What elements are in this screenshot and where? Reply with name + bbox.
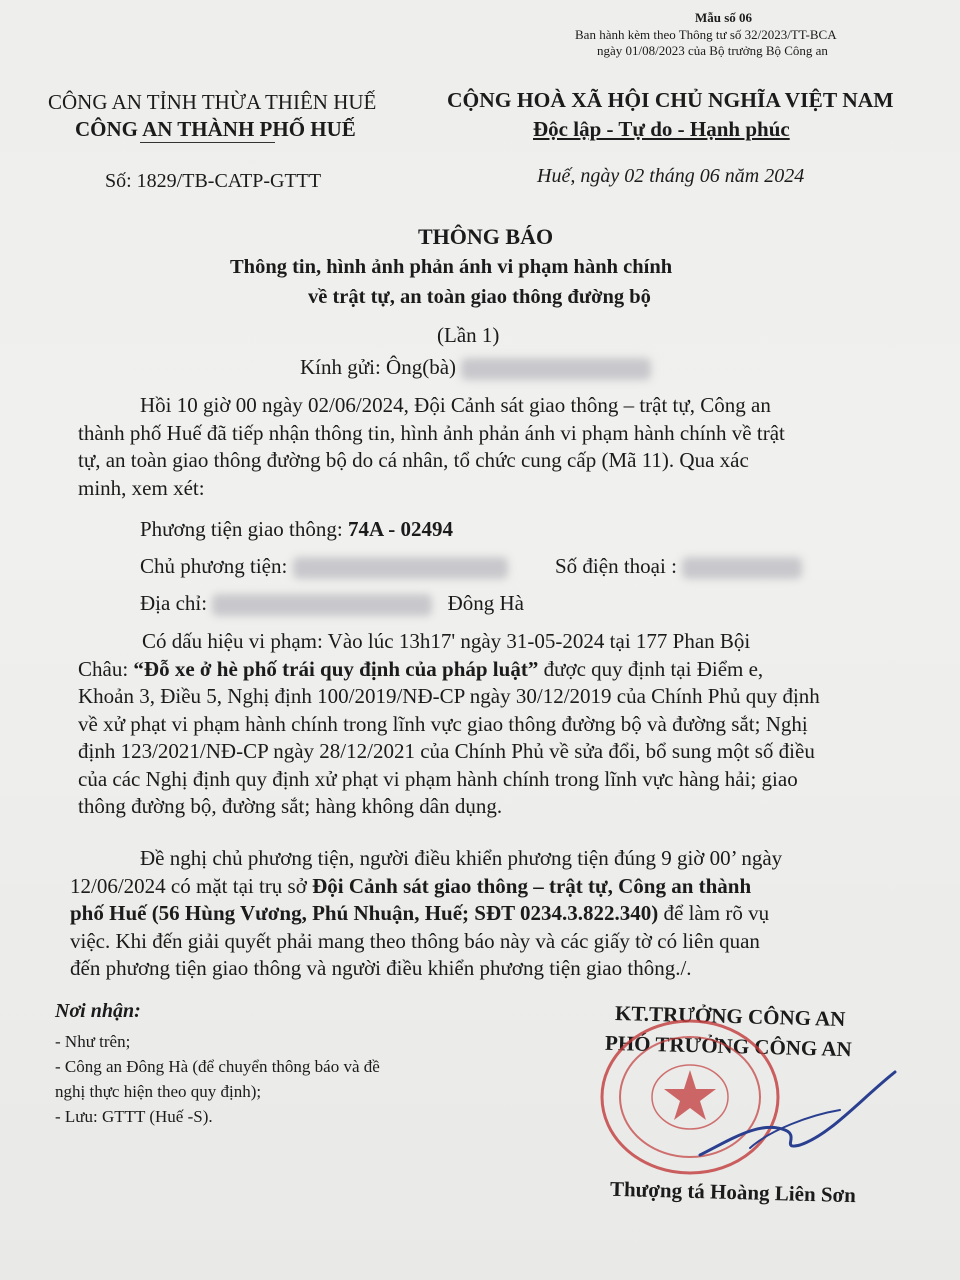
form-reference-line-1: Ban hành kèm theo Thông tư số 32/2023/TT-BCA [575,27,837,42]
recipient-2-cont: nghị thực hiện theo quy định); [55,1082,262,1101]
signer-authority-2: PHÓ TRƯỞNG CÔNG AN [604,1030,853,1062]
recipient-2: - Công an Đông Hà (để chuyển thông báo và đề [55,1057,380,1076]
address-line [140,591,524,616]
violation-paragraph: Có dấu hiệu vi phạm: Vào lúc 13h17' ngày 31-05-2024 tại 177 Phan Bội Châu: “Đỗ xe ở hè phố trái quy định của pháp luật” được quy định tại Điểm e, Khoản 3, Điều 5, Nghị định 100/2019/NĐ-CP ngày 30/12/2019 của Chính Phủ quy định về xử phạt vi phạm hành chính trong lĩnh vực giao thông đường bộ và đường sắt; Nghị định 123/2021/NĐ-CP ngày 28/12/2021 của Chính Phủ về sửa đổi, bổ sung một số điều của các Nghị định quy định xử phạt vi phạm hành chính trong lĩnh vực hàng hải; giao thông đường bộ, đường sắt; hàng không dân dụng. [78,629,820,818]
vehicle-label: Phương tiện giao thông: [140,517,343,541]
addressee-label: Kính gửi: Ông(bà) [300,355,457,379]
notice-title: THÔNG BÁO [418,224,554,249]
phone-label: Số điện thoại : [555,554,677,578]
owner-line [140,554,508,579]
agency-parent: CÔNG AN TỈNH THỪA THIÊN HUẾ [48,90,377,114]
motto: Độc lập - Tự do - Hạnh phúc [533,117,790,141]
document-date: Huế, ngày 02 tháng 06 năm 2024 [537,165,805,187]
document-number: Số: 1829/TB-CATP-GTTT [105,170,322,192]
intro-paragraph: Hồi 10 giờ 00 ngày 02/06/2024, Đội Cảnh sát giao thông – trật tự, Công an thành phố Huế đã tiếp nhận thông tin, hình ảnh phản ánh vi phạm hành chính về trật tự, an toàn giao thông đường bộ do cá nhân, tổ chức cung cấp (Mã 11). Qua xác minh, xem xét: [78,393,785,500]
form-number: Mẫu số 06 [695,10,753,25]
redacted-addressee-name [461,358,651,380]
redacted-address [212,594,432,616]
redacted-phone-number [682,557,802,579]
agency-underline [140,142,275,143]
notice-subtitle-1: Thông tin, hình ảnh phản ánh vi phạm hành chính [230,256,673,278]
agency-name: CÔNG AN THÀNH PHỐ HUẾ [75,117,356,141]
recipients-heading: Nơi nhận: [55,1000,141,1022]
address-city: Đông Hà [447,591,524,615]
phone-line [555,554,802,579]
address-label: Địa chỉ: [140,591,208,615]
signature-icon [690,1060,910,1180]
country-name: CỘNG HOÀ XÃ HỘI CHỦ NGHĨA VIỆT NAM [447,88,894,112]
signer-name: Thượng tá Hoàng Liên Sơn [609,1176,857,1208]
notice-subtitle-2: về trật tự, an toàn giao thông đường bộ [308,286,651,308]
owner-label: Chủ phương tiện: [140,554,288,578]
vehicle-line [140,517,453,542]
addressee [300,355,651,380]
notice-iteration: (Lần 1) [437,323,500,347]
redacted-owner-name [293,557,508,579]
recipient-3: - Lưu: GTTT (Huế -S). [55,1107,213,1126]
form-reference-line-2: ngày 01/08/2023 của Bộ trưởng Bộ Công an [597,43,828,58]
vehicle-plate: 74A - 02494 [347,517,453,541]
recipient-1: - Như trên; [55,1032,131,1051]
signer-authority-1: KT.TRƯỞNG CÔNG AN [614,1000,846,1032]
request-paragraph: Đề nghị chủ phương tiện, người điều khiển phương tiện đúng 9 giờ 00’ ngày 12/06/2024 có mặt tại trụ sở Đội Cảnh sát giao thông – trật tự, Công an thành phố Huế (56 Hùng Vương, Phú Nhuận, Huế; SĐT 0234.3.822.340) để làm rõ vụ việc. Khi đến giải quyết phải mang theo thông báo này và các giấy tờ có liên quan đến phương tiện giao thông và người điều khiển phương tiện giao thông./. [70,846,783,980]
